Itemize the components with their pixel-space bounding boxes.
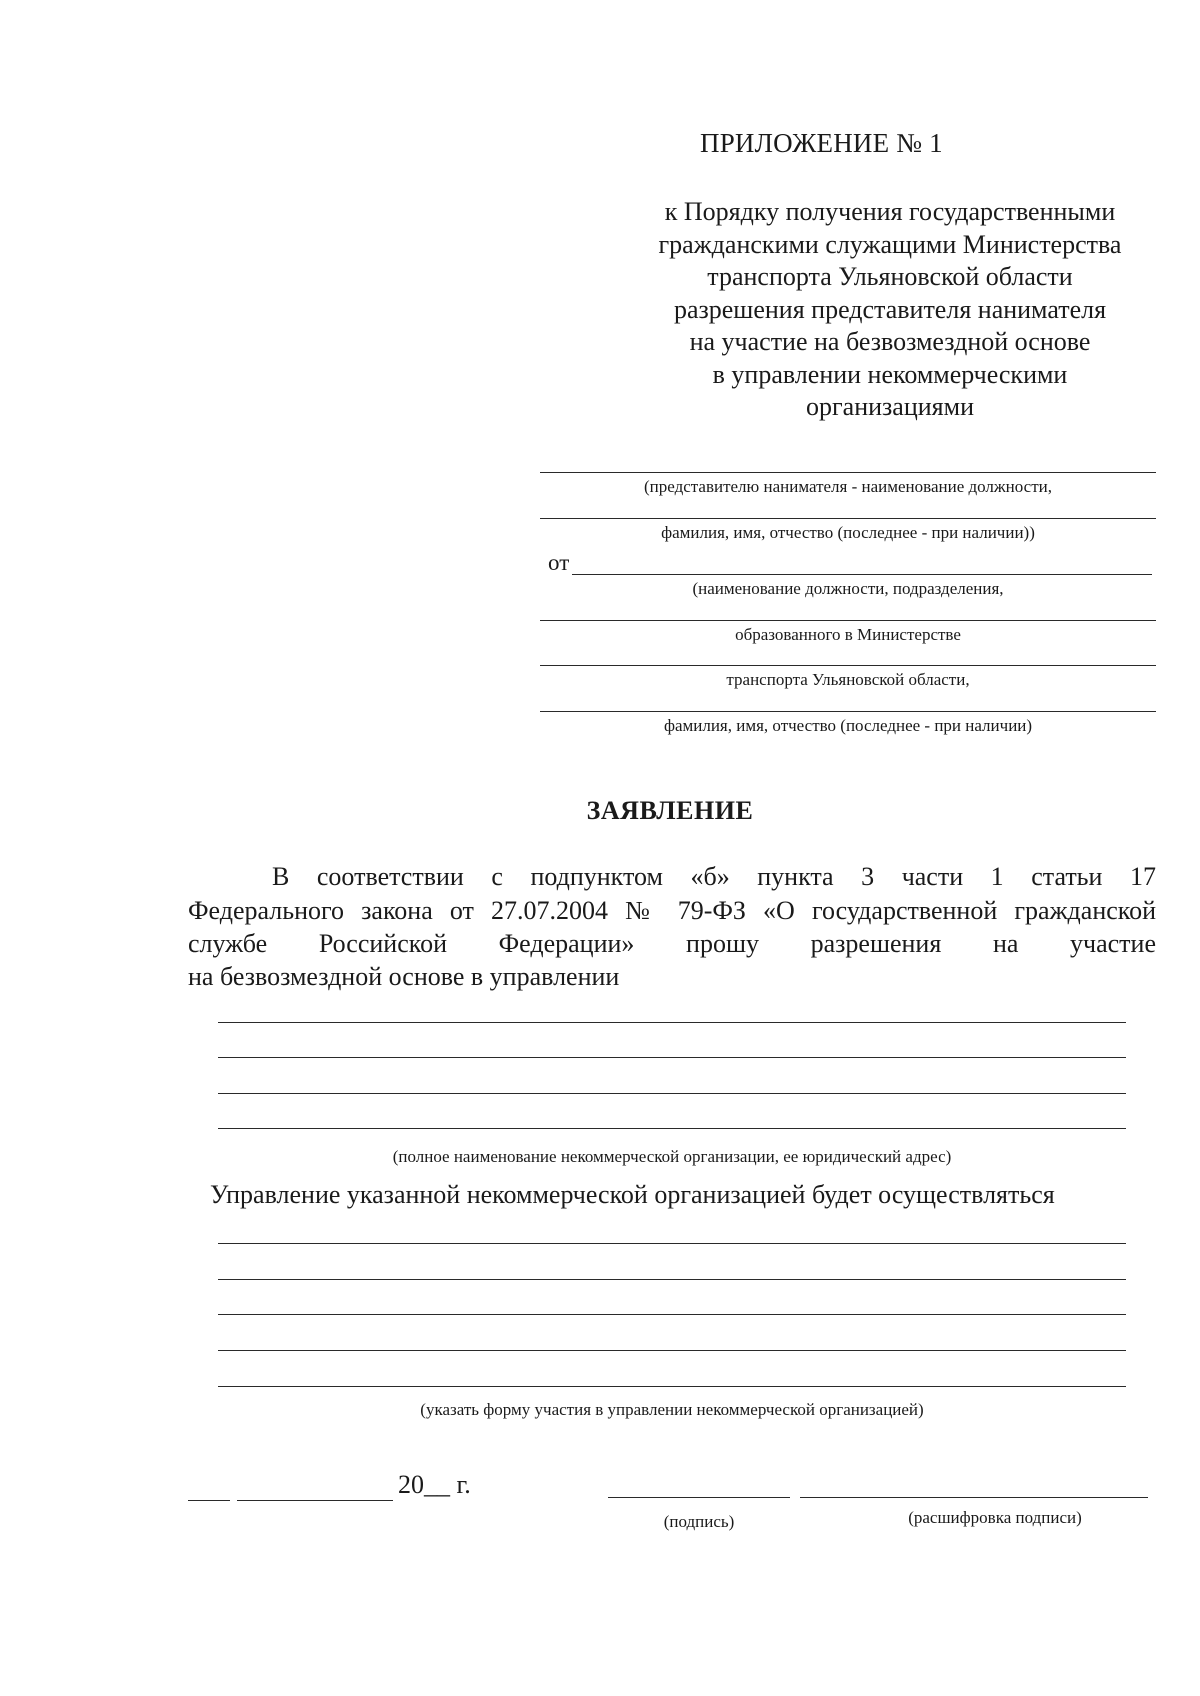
subtitle-line: разрешения представителя нанимателя bbox=[673, 294, 1107, 324]
subtitle-line: на участие на безвозмездной основе bbox=[689, 327, 1091, 356]
sender-caption: (наименование должности, подразделения, bbox=[692, 579, 1004, 598]
subtitle-line: транспорта Ульяновской области bbox=[707, 262, 1073, 291]
paragraph-line: службе Российской Федерации» прошу разрешения на участие bbox=[188, 929, 1156, 958]
appendix-subtitle bbox=[600, 196, 1180, 424]
organization-caption: (полное наименование некоммерческой организации, ее юридический адрес) bbox=[392, 1147, 952, 1166]
participation-fill-line[interactable] bbox=[218, 1279, 1126, 1280]
signature-caption: (подпись) bbox=[663, 1512, 735, 1531]
participation-fill-line[interactable] bbox=[218, 1350, 1126, 1351]
subtitle-line: гражданскими служащими Министерства bbox=[658, 229, 1122, 259]
paragraph-line: на безвозмездной основе в управлении bbox=[188, 962, 620, 991]
addressee-caption: (представителю нанимателя - наименование должности, bbox=[644, 477, 1052, 496]
subtitle-line: организациями bbox=[806, 392, 974, 421]
sender-caption: образованного в Министерстве bbox=[735, 625, 961, 644]
organization-fill-line[interactable] bbox=[218, 1093, 1126, 1094]
subtitle-line: в управлении некоммерческими bbox=[712, 359, 1068, 389]
subtitle-line: к Порядку получения государственными bbox=[664, 197, 1116, 226]
date-day-line[interactable] bbox=[188, 1500, 230, 1501]
sender-fill-line[interactable] bbox=[540, 665, 1156, 666]
from-label: от bbox=[548, 550, 570, 575]
participation-fill-line[interactable] bbox=[218, 1243, 1126, 1244]
signature-decoding-caption: (расшифровка подписи) bbox=[908, 1508, 1082, 1527]
participation-caption: (указать форму участия в управлении некоммерческой организацией) bbox=[420, 1400, 924, 1419]
participation-fill-line[interactable] bbox=[218, 1386, 1126, 1387]
addressee-caption: фамилия, имя, отчество (последнее - при наличии)) bbox=[661, 523, 1035, 542]
sender-caption: транспорта Ульяновской области, bbox=[726, 670, 970, 689]
document-title: ЗАЯВЛЕНИЕ bbox=[586, 796, 754, 825]
appendix-title: ПРИЛОЖЕНИЕ № 1 bbox=[700, 128, 943, 158]
signature-line[interactable] bbox=[608, 1497, 790, 1498]
sender-fill-line[interactable] bbox=[572, 574, 1152, 575]
sender-caption: фамилия, имя, отчество (последнее - при наличии) bbox=[663, 716, 1033, 735]
sender-fill-line[interactable] bbox=[540, 620, 1156, 621]
organization-fill-line[interactable] bbox=[218, 1128, 1126, 1129]
paragraph-line: Федерального закона от 27.07.2004 № 79-ФЗ «О государственной гражданской bbox=[188, 896, 1156, 925]
participation-fill-line[interactable] bbox=[218, 1314, 1126, 1315]
sender-fill-line[interactable] bbox=[540, 711, 1156, 712]
organization-fill-line[interactable] bbox=[218, 1022, 1126, 1023]
date-month-line[interactable] bbox=[237, 1500, 393, 1501]
signature-decoding-line[interactable] bbox=[800, 1497, 1148, 1498]
organization-fill-line[interactable] bbox=[218, 1057, 1126, 1058]
management-text: Управление указанной некоммерческой организацией будет осуществляться bbox=[210, 1180, 1055, 1209]
addressee-fill-line[interactable] bbox=[540, 472, 1156, 473]
addressee-fill-line[interactable] bbox=[540, 518, 1156, 519]
date-year: 20__ г. bbox=[398, 1470, 471, 1499]
paragraph-line: В соответствии с подпунктом «б» пункта 3 части 1 статьи 17 bbox=[272, 862, 1156, 891]
